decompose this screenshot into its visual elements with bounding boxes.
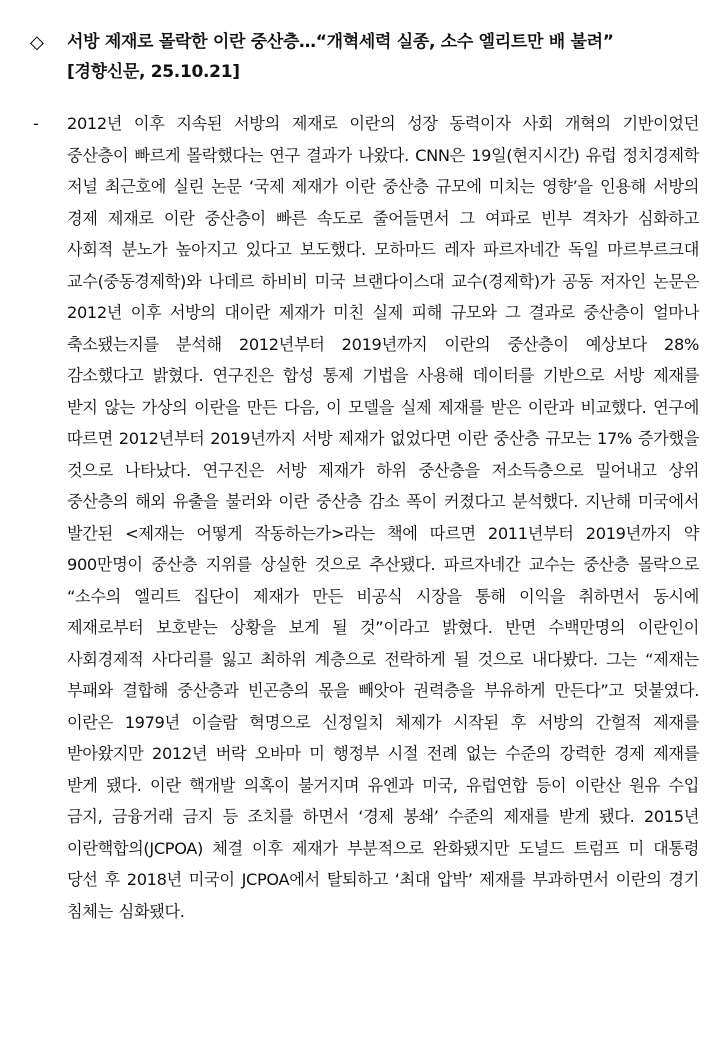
list-marker: - — [33, 114, 39, 133]
article-title: 서방 제재로 몰락한 이란 중산층…“개혁세력 실종, 소수 엘리트만 배 불려” — [67, 32, 614, 52]
body-paragraph: 2012년 이후 지속된 서방의 제재로 이란의 성장 동력이자 사회 개혁의 기반이었던 중산층이 빠르게 몰락했다는 연구 결과가 나왔다. CNN은 19일(현지시간) 유럽 정치경제학 저널 최근호에 실린 논문 ‘국제 제재가 이란 중산층 규모에 미치는 영향’을 인용해 서방의 경제 제재로 이란 중산층이 빠른 속도로 줄어들면서 그 여파로 빈부 격차가 심화하고 사회적 분노가 높아지고 있다고 보도했다. 모하마드 레자 파르자네간 독일 마르부르크대 교수(중동경제학)와 나데르 하비비 미국 브랜다이스대 교수(경제학)가 공동 저자인 논문은 2012년 이후 서방의 대이란 제재가 미친 실제 피해 규모와 그 결과로 중산층이 얼마나 축소됐는지를 분석해 2012년부터 2019년까지 이란의 중산층이 예상보다 28% 감소했다고 밝혔다. 연구진은 합성 통제 기법을 사용해 데이터를 기반으로 서방 제재를 받지 않는 가상의 이란을 만든 다음, 이 모델을 실제 제재를 받은 이란과 비교했다. 연구에 따르면 2012년부터 2019년까지 서방 제재가 없었다면 이란 중산층 규모는 17% 증가했을 것으로 나타났다. 연구진은 서방 제재가 하위 중산층을 저소득층으로 밀어내고 상위 중산층의 해외 유출을 불러와 이란 중산층 감소 폭이 커졌다고 분석했다. 지난해 미국에서 발간된 <제재는 어떻게 작동하는가>라는 책에 따르면 2011년부터 2019년까지 약 900만명이 중산층 지위를 상실한 것으로 추산됐다. 파르자네간 교수는 중산층 몰락으로 “소수의 엘리트 집단이 제재가 만든 비공식 시장을 통해 이익을 취하면서 동시에 제재로부터 보호받는 상황을 보게 될 것”이라고 밝혔다. 반면 수백만명의 이란인이 사회경제적 사다리를 잃고 최하위 계층으로 전락하게 될 것으로 내다봤다. 그는 “제재는 부패와 결합해 중산층과 빈곤층의 몫을 빼앗아 권력층을 부유하게 만든다”고 덧붙였다. 이란은 1979년 이슬람 혁명으로 신정일치 체제가 시작된 후 서방의 간헐적 제재를 받아왔지만 2012년 버락 오바마 미 행정부 시절 전례 없는 수준의 강력한 경제 제재를 받게 됐다. 이란 핵개발 의혹이 불거지며 유엔과 미국, 유럽연합 등이 이란산 원유 수입 금지, 금융거래 금지 등 조치를 하면서 ‘경제 봉쇄’ 수준의 제재를 받게 됐다. 2015년 이란핵합의(JCPOA) 체결 이후 제재가 부분적으로 완화됐지만 도널드 트럼프 미 대통령 당선 후 2018년 미국이 JCPOA에서 탈퇴하고 ‘최대 압박’ 제재를 부과하면서 이란의 경기 침체는 심화됐다. — [67, 114, 699, 921]
article-source: [경향신문, 25.10.21] — [67, 62, 240, 82]
diamond-bullet-icon: ◇ — [30, 32, 44, 53]
article-body — [67, 108, 699, 927]
